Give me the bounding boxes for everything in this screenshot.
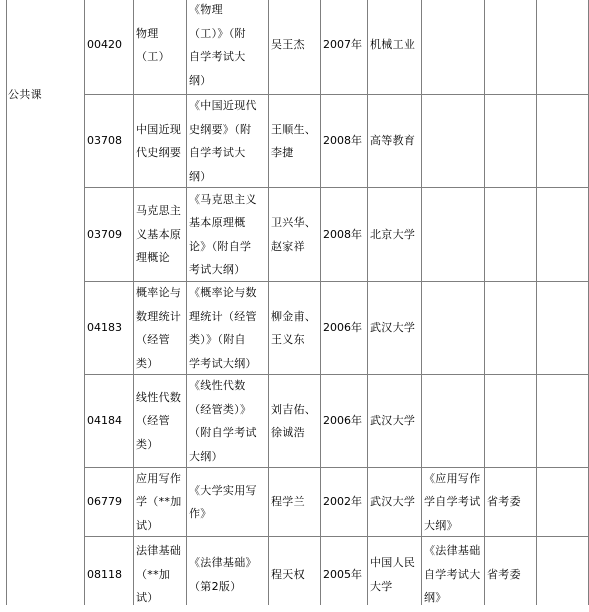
section-label [6, 0, 84, 190]
cell-code [85, 0, 133, 94]
cell-publisher [368, 468, 421, 536]
cell-guide-publisher [485, 537, 536, 612]
cell-author [269, 375, 320, 467]
cell-guide-publisher [485, 468, 536, 536]
textbook-text: 《法律基础》 （第2版） [189, 556, 257, 593]
code-text: 04184 [87, 414, 122, 428]
publisher-text: 武汉大学 [370, 321, 416, 335]
cell-year [321, 188, 367, 281]
cell-course-name [134, 468, 186, 536]
section-label-text: 公共课 [8, 88, 42, 102]
cell-author [269, 468, 320, 536]
cell-author [269, 537, 320, 612]
cell-textbook [187, 468, 268, 536]
cell-year [321, 375, 367, 467]
code-text: 04183 [87, 321, 122, 335]
year-text: 2008年 [323, 227, 362, 241]
cell-author [269, 0, 320, 94]
year-text: 2002年 [323, 495, 362, 509]
cell-guide-publisher [485, 0, 536, 94]
publisher-text: 武汉大学 [370, 495, 416, 509]
cell-year [321, 468, 367, 536]
publisher-text: 北京大学 [370, 227, 416, 241]
code-text: 08118 [87, 567, 122, 581]
cell-publisher [368, 188, 421, 281]
publisher-text: 机械工业 [370, 38, 416, 52]
year-text: 2008年 [323, 134, 362, 148]
column-border [6, 0, 7, 605]
cell-exam-guide [422, 188, 484, 281]
textbook-text: 《马克思主义 基本原理概 论》（附自学 考试大纲） [189, 192, 257, 276]
publisher-text: 中国人民 大学 [370, 556, 416, 593]
author-text: 吴王杰 [271, 38, 305, 52]
year-text: 2005年 [323, 567, 362, 581]
author-text: 程天权 [271, 567, 305, 581]
course-name-text: 概率论与 数理统计 （经管 类） [136, 286, 182, 370]
guide-publisher-text: 省考委 [487, 495, 521, 509]
course-name-text: 马克思主 义基本原 理概论 [136, 204, 182, 265]
textbook-text: 《线性代数 （经管类）》 （附自学考试 大纲） [189, 379, 257, 463]
year-text: 2006年 [323, 414, 362, 428]
cell-textbook [187, 537, 268, 612]
author-text: 王顺生、 李捷 [271, 122, 317, 159]
cell-guide-publisher [485, 375, 536, 467]
course-name-text: 中国近现 代史纲要 [136, 122, 182, 159]
cell-exam-guide [422, 0, 484, 94]
cell-textbook [187, 95, 268, 187]
cell-guide-publisher [485, 95, 536, 187]
cell-course-name [134, 95, 186, 187]
course-name-text: 应用写作 学（**加 试） [136, 471, 182, 532]
column-border [536, 0, 537, 605]
author-text: 程学兰 [271, 495, 305, 509]
cell-code [85, 282, 133, 374]
cell-author [269, 95, 320, 187]
cell-guide-publisher [485, 188, 536, 281]
cell-code [85, 537, 133, 612]
code-text: 06779 [87, 495, 122, 509]
cell-code [85, 188, 133, 281]
author-text: 刘吉佑、 徐诚浩 [271, 402, 317, 439]
cell-publisher [368, 537, 421, 612]
author-text: 卫兴华、 赵家祥 [271, 216, 317, 253]
course-name-text: 法律基础 （**加 试） [136, 544, 182, 605]
cell-code [85, 468, 133, 536]
code-text: 03708 [87, 134, 122, 148]
code-text: 00420 [87, 38, 122, 52]
textbook-text: 《物理 （工）》（附 自学考试大 纲） [189, 3, 246, 87]
cell-author [269, 282, 320, 374]
cell-publisher [368, 0, 421, 94]
year-text: 2007年 [323, 38, 362, 52]
exam-guide-text: 《应用写作 学自学考试 大纲》 [424, 471, 481, 532]
cell-year [321, 0, 367, 94]
code-text: 03709 [87, 227, 122, 241]
cell-publisher [368, 282, 421, 374]
cell-exam-guide [422, 468, 484, 536]
year-text: 2006年 [323, 321, 362, 335]
cell-author [269, 188, 320, 281]
course-name-text: 物理 （工） [136, 26, 170, 63]
cell-year [321, 95, 367, 187]
textbook-text: 《概率论与数 理统计（经管 类）》（附自 学考试大纲） [189, 286, 257, 370]
cell-exam-guide [422, 537, 484, 612]
cell-code [85, 95, 133, 187]
cell-course-name [134, 0, 186, 94]
cell-course-name [134, 375, 186, 467]
cell-year [321, 537, 367, 612]
cell-guide-publisher [485, 282, 536, 374]
cell-textbook [187, 282, 268, 374]
textbook-text: 《大学实用写 作》 [189, 483, 257, 520]
cell-textbook [187, 375, 268, 467]
publisher-text: 高等教育 [370, 134, 416, 148]
cell-course-name [134, 188, 186, 281]
publisher-text: 武汉大学 [370, 414, 416, 428]
guide-publisher-text: 省考委 [487, 567, 521, 581]
cell-code [85, 375, 133, 467]
exam-guide-text: 《法律基础 自学考试大 纲》 [424, 544, 481, 605]
author-text: 柳金甫、 王义东 [271, 309, 317, 346]
cell-course-name [134, 537, 186, 612]
course-name-text: 线性代数 （经管 类） [136, 390, 182, 451]
textbook-text: 《中国近现代 史纲要》（附 自学考试大 纲） [189, 99, 257, 183]
cell-exam-guide [422, 282, 484, 374]
cell-textbook [187, 188, 268, 281]
cell-publisher [368, 95, 421, 187]
cell-exam-guide [422, 95, 484, 187]
cell-course-name [134, 282, 186, 374]
cell-publisher [368, 375, 421, 467]
cell-exam-guide [422, 375, 484, 467]
cell-textbook [187, 0, 268, 94]
cell-year [321, 282, 367, 374]
